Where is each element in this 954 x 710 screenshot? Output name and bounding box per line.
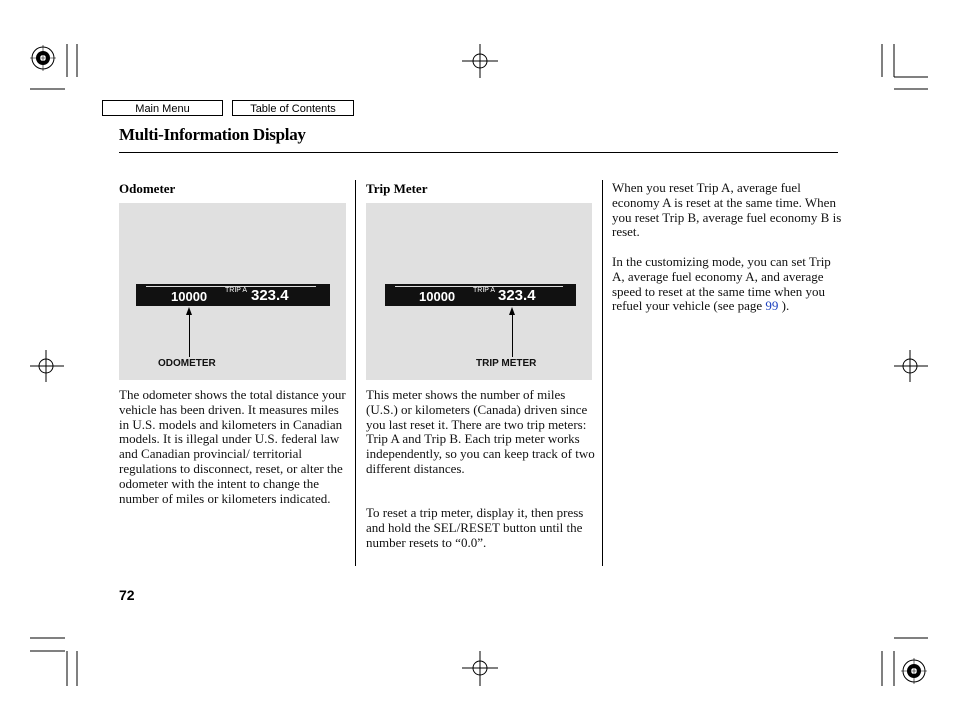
column-divider	[602, 180, 603, 566]
trip-value: 323.4	[251, 287, 289, 304]
trip-meter-figure	[366, 203, 592, 380]
rosette-icon	[901, 658, 927, 684]
page-link[interactable]: 99	[765, 298, 779, 314]
trip-meter-description: This meter shows the number of miles (U.S.) or kilometers (Canada) driven since you last reset it. There are two trip meters: Trip A and Trip B. Each trip meter works independently, so you can keep track of two different distances.	[366, 387, 595, 476]
figure-callout: TRIP METER	[476, 358, 537, 369]
odometer-value: 10000	[419, 289, 456, 304]
crosshair-icon	[462, 651, 498, 686]
page-number: 72	[119, 587, 135, 603]
crosshair-icon	[894, 350, 928, 382]
trip-meter-reset-instructions: To reset a trip meter, display it, then press and hold the SEL/RESET button until the number resets to “0.0”.	[366, 505, 584, 550]
page-title: Multi-Information Display	[119, 125, 306, 144]
rosette-icon	[30, 45, 56, 71]
pointer-line	[512, 313, 513, 357]
main-menu-button[interactable]: Main Menu	[102, 100, 223, 116]
crosshair-icon	[30, 350, 64, 382]
trip-value: 323.4	[498, 287, 536, 304]
figure-callout: ODOMETER	[158, 358, 216, 369]
column-divider	[355, 180, 356, 566]
table-of-contents-button[interactable]: Table of Contents	[232, 100, 354, 116]
trip-reset-note: When you reset Trip A, average fuel economy A is reset at the same time. When you reset Trip B, average fuel economy B is reset.	[612, 180, 842, 240]
instrument-display	[136, 284, 330, 306]
odometer-heading: Odometer	[119, 181, 176, 196]
trip-meter-heading: Trip Meter	[366, 181, 428, 196]
title-divider	[119, 152, 838, 153]
customizing-note: In the customizing mode, you can set Trip A, average fuel economy A, and average speed to reset at the same time when you refuel your vehicle (see page 99 ).	[612, 254, 831, 314]
odometer-value: 10000	[171, 289, 208, 304]
odometer-figure	[119, 203, 346, 380]
pointer-line	[189, 313, 190, 357]
trip-label: TRIP A	[473, 287, 496, 294]
trip-label: TRIP A	[225, 287, 248, 294]
crosshair-icon	[462, 44, 498, 78]
instrument-display	[385, 284, 576, 306]
odometer-description: The odometer shows the total distance your vehicle has been driven. It measures miles in U.S. models and kilometers in Canadian models. It is illegal under U.S. federal law and Canadian provincial/ territorial regulations to disconnect, reset, or alter the odometer with the intent to change the number of miles or kilometers indicated.	[119, 387, 346, 506]
